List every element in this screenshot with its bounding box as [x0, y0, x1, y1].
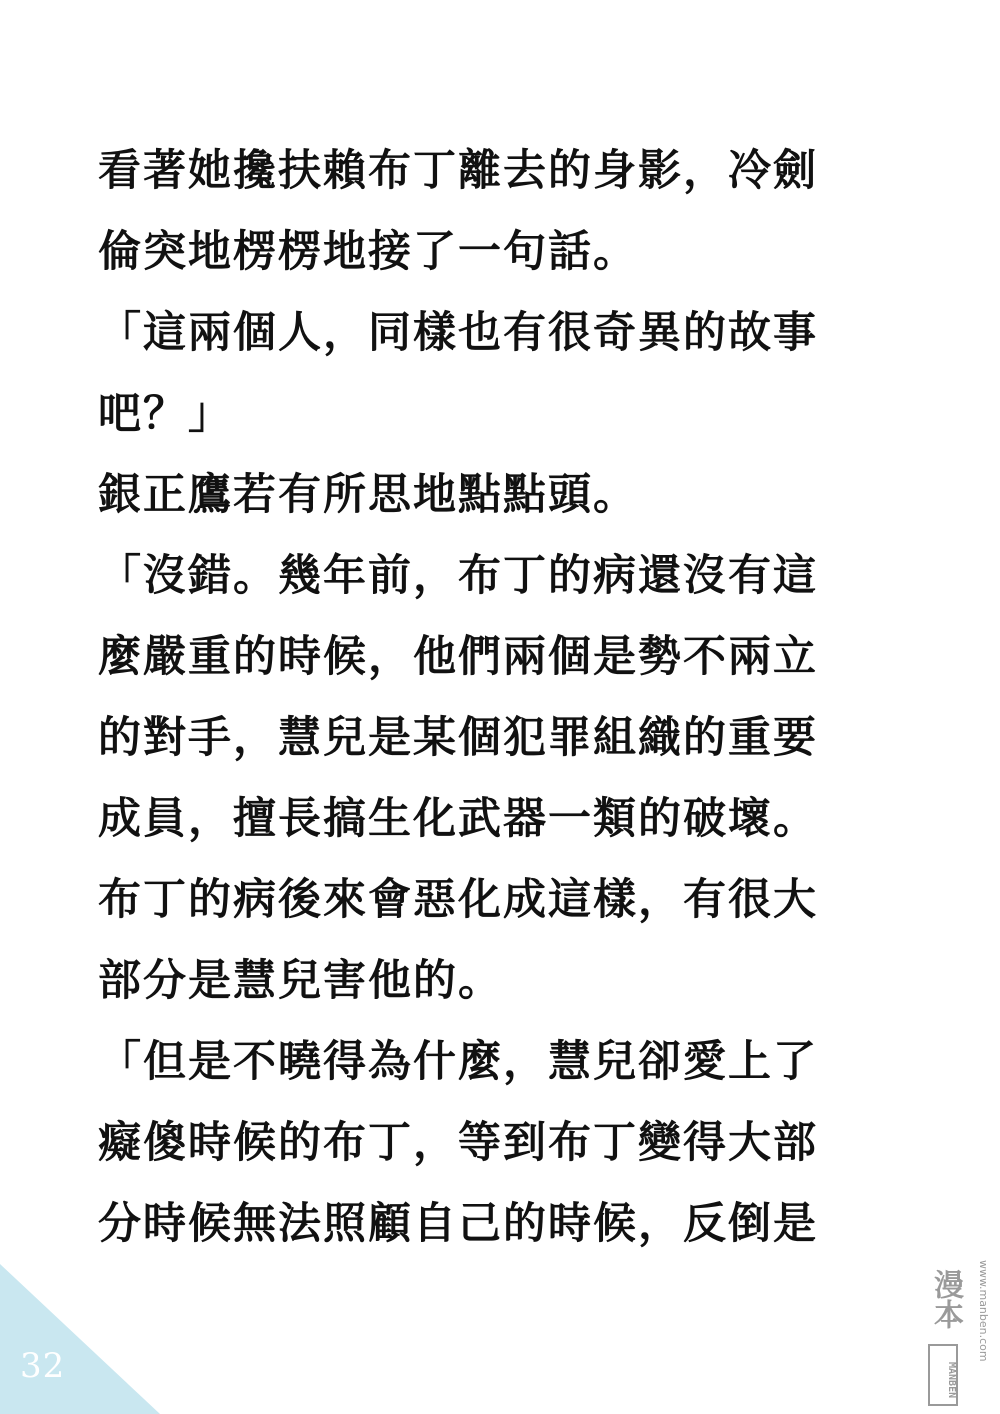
- watermark-logo-box: [928, 1344, 958, 1406]
- watermark-logo-text: 漫本: [928, 1269, 963, 1329]
- body-text: [98, 131, 898, 1265]
- text-line: 「這兩個人，同樣也有很奇異的故事: [98, 308, 818, 358]
- text-line: 分時候無法照顧自己的時候，反倒是: [98, 1199, 818, 1249]
- watermark-url: www.manben.com: [977, 1260, 990, 1362]
- text-line: 看著她攙扶賴布丁離去的身影，冷劍: [98, 146, 818, 196]
- text-line: 麼嚴重的時候，他們兩個是勢不兩立: [98, 632, 818, 682]
- text-line: 部分是慧兒害他的。: [98, 956, 503, 1006]
- text-line: 的對手，慧兒是某個犯罪組織的重要: [98, 713, 818, 763]
- text-line: 吧？」: [98, 389, 233, 439]
- site-watermark: [928, 1258, 990, 1406]
- text-line: 成員，擅長搞生化武器一類的破壞。: [98, 794, 818, 844]
- text-line: 銀正鷹若有所思地點點頭。: [98, 470, 638, 520]
- text-line: 布丁的病後來會惡化成這樣，有很大: [98, 875, 818, 925]
- text-line: 「沒錯。幾年前，布丁的病還沒有這: [98, 551, 818, 601]
- text-line: 「但是不曉得為什麼，慧兒卻愛上了: [98, 1037, 818, 1087]
- watermark-logo-small: MANBEN: [946, 1361, 957, 1398]
- page-number: 32: [20, 1346, 66, 1386]
- text-line: 倫突地楞楞地接了一句話。: [98, 227, 638, 277]
- text-line: 癡傻時候的布丁，等到布丁變得大部: [98, 1118, 818, 1168]
- page-corner-decoration: [0, 1264, 160, 1414]
